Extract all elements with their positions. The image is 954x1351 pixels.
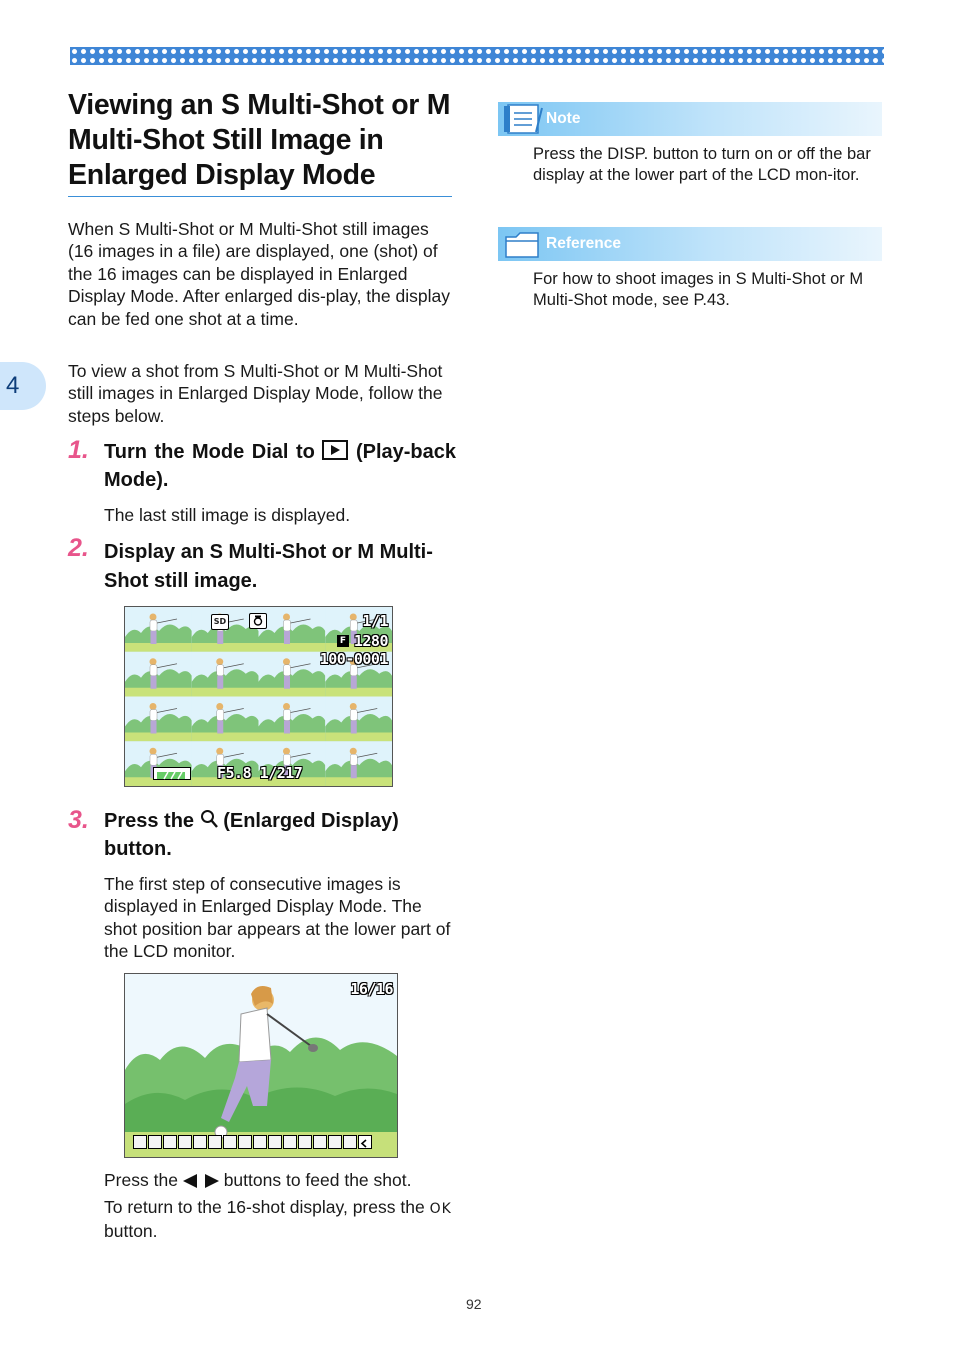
camera-mode-icon bbox=[249, 613, 267, 629]
shot-bar-cell bbox=[238, 1135, 252, 1149]
shot-bar-cell bbox=[253, 1135, 267, 1149]
shot-bar-cell bbox=[298, 1135, 312, 1149]
enlarged-display-screen bbox=[124, 973, 398, 1158]
step-1-text-before: Turn the Mode Dial to bbox=[104, 441, 315, 463]
step-1-text-after: (Play-back Mode). bbox=[104, 441, 457, 491]
intro-paragraph-2: To view a shot from S Multi-Shot or M Multi-Shot still images in Enlarged Display Mode, follow the steps below. bbox=[68, 361, 443, 426]
header-dotted-bar bbox=[70, 47, 884, 65]
step-1-description: The last still image is displayed. bbox=[104, 505, 351, 525]
quality-icon: F bbox=[337, 635, 349, 647]
chapter-tab: 4 bbox=[0, 362, 46, 410]
note-text: Press the DISP. button to turn on or off the bar display at the lower part of the LCD mon-itor. bbox=[533, 145, 871, 184]
feed-instruction bbox=[104, 1169, 454, 1193]
step-2-number: 2. bbox=[68, 534, 89, 562]
golfer-enlarged-image bbox=[125, 974, 397, 1157]
page-title: Viewing an S Multi-Shot or M Multi-Shot Still Image in Enlarged Display Mode bbox=[68, 89, 451, 191]
return-instruction bbox=[104, 1196, 454, 1243]
note-pad-icon bbox=[502, 102, 544, 141]
step-3-text bbox=[104, 808, 456, 862]
playback-icon bbox=[322, 440, 348, 467]
sd-card-icon: SD bbox=[211, 614, 229, 630]
exposure-readout: F5.8 1/217 bbox=[217, 764, 303, 782]
reference-text: For how to shoot images in S Multi-Shot or M Multi-Shot mode, see P.43. bbox=[533, 270, 864, 309]
battery-icon bbox=[153, 767, 191, 780]
shot-bar-cell bbox=[133, 1135, 147, 1149]
note-header bbox=[498, 102, 882, 136]
folder-icon bbox=[502, 227, 544, 266]
frame-count: 1/1 bbox=[362, 612, 388, 630]
shot-bar-cell bbox=[193, 1135, 207, 1149]
return-text-after: button. bbox=[104, 1221, 158, 1242]
note-label: Note bbox=[546, 110, 581, 127]
step-2-text: Display an S Multi-Shot or M Multi-Shot still image. bbox=[104, 541, 433, 592]
magnifier-icon bbox=[200, 809, 218, 836]
step-1-number: 1. bbox=[68, 436, 89, 464]
return-text-before: To return to the 16-shot display, press the bbox=[104, 1197, 425, 1217]
golfer-grid-image bbox=[125, 607, 392, 786]
step-1-text bbox=[104, 439, 456, 493]
shot-bar-cell bbox=[328, 1135, 342, 1149]
shot-bar-cell bbox=[358, 1135, 372, 1149]
reference-label: Reference bbox=[546, 235, 621, 252]
feed-text-after: buttons to feed the shot. bbox=[223, 1170, 412, 1190]
file-number: 100-0001 bbox=[319, 650, 388, 668]
title-divider bbox=[68, 196, 452, 197]
left-right-arrows-icon bbox=[183, 1171, 219, 1193]
reference-header bbox=[498, 227, 882, 261]
shot-bar-cell bbox=[208, 1135, 222, 1149]
page-number: 92 bbox=[466, 1296, 482, 1312]
shot-bar-cell bbox=[313, 1135, 327, 1149]
step-3-description: The first step of consecutive images is displayed in Enlarged Display Mode. The shot position bar appears at the lower part of the LCD monitor. bbox=[104, 874, 451, 962]
feed-text-before: Press the bbox=[104, 1170, 178, 1190]
shot-bar-cell bbox=[343, 1135, 357, 1149]
image-size: 1280 bbox=[353, 632, 388, 650]
shot-bar-cell bbox=[268, 1135, 282, 1149]
shot-bar-cell bbox=[283, 1135, 297, 1149]
shot-bar-cell bbox=[163, 1135, 177, 1149]
shot-counter: 16/16 bbox=[350, 980, 393, 998]
shot-bar-cell bbox=[178, 1135, 192, 1149]
step-3-text-before: Press the bbox=[104, 810, 195, 832]
shot-bar-cell bbox=[223, 1135, 237, 1149]
shot-bar-cell bbox=[148, 1135, 162, 1149]
multishot-grid-screen bbox=[124, 606, 393, 787]
ok-button-label: OK bbox=[429, 1201, 452, 1217]
shot-position-bar bbox=[133, 1135, 372, 1151]
step-3-number: 3. bbox=[68, 806, 89, 834]
step-3-text-after: (Enlarged Display) button. bbox=[104, 810, 399, 860]
intro-paragraph-1: When S Multi-Shot or M Multi-Shot still images (16 images in a file) are displayed, one (shot) of the 16 images can be displayed in Enlarged Display Mode. After enlarged dis-play, the display can be fed one shot at a time. bbox=[68, 219, 450, 329]
